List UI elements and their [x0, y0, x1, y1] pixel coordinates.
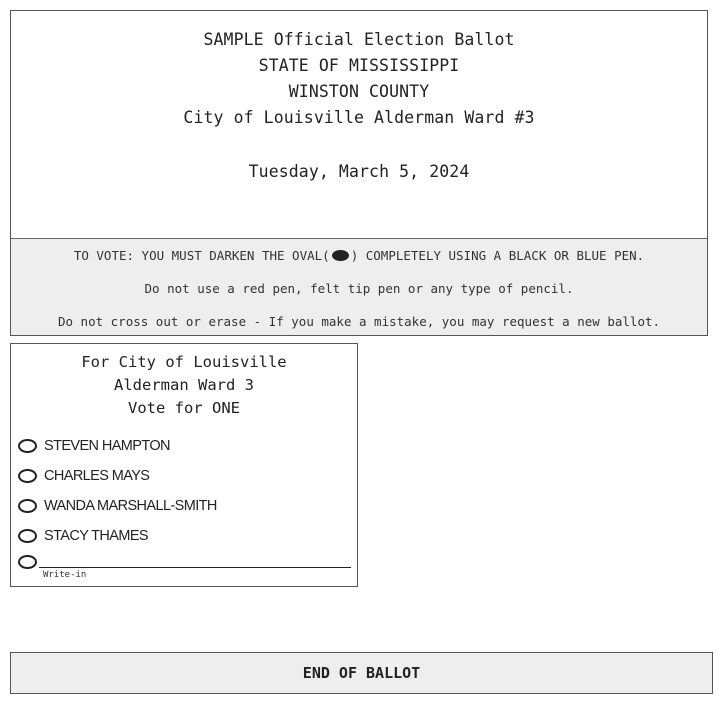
write-in-line[interactable] — [39, 567, 351, 568]
candidate-list — [11, 431, 357, 583]
contest-title: For City of Louisville — [81, 353, 287, 371]
candidate-option[interactable] — [11, 521, 357, 551]
instruction-line-1 — [11, 239, 707, 272]
candidate-option[interactable] — [11, 491, 357, 521]
empty-oval-icon[interactable] — [18, 555, 37, 569]
ballot-title: SAMPLE Official Election Ballot — [203, 30, 515, 49]
empty-oval-icon[interactable] — [18, 529, 37, 543]
candidate-name: STACY THAMES — [44, 528, 148, 544]
candidate-name: WANDA MARSHALL-SMITH — [44, 498, 217, 514]
candidate-option[interactable] — [11, 431, 357, 461]
ballot-header — [10, 10, 708, 336]
candidate-name: STEVEN HAMPTON — [44, 438, 170, 454]
filled-oval-icon — [332, 250, 349, 261]
state-name: STATE OF MISSISSIPPI — [258, 56, 460, 75]
write-in-label: Write-in — [43, 570, 87, 580]
empty-oval-icon[interactable] — [18, 469, 37, 483]
election-name: City of Louisville Alderman Ward #3 — [183, 108, 535, 127]
instruction-line-2: Do not use a red pen, felt tip pen or any type of pencil. — [144, 281, 574, 296]
end-of-ballot-banner — [10, 652, 713, 694]
election-date: Tuesday, March 5, 2024 — [248, 162, 470, 181]
candidate-option[interactable] — [11, 461, 357, 491]
vote-for-instruction: Vote for ONE — [128, 399, 240, 417]
candidate-name: CHARLES MAYS — [44, 468, 150, 484]
instruction-line-1-end: ) COMPLETELY USING A BLACK OR BLUE PEN. — [350, 248, 645, 263]
county-name: WINSTON COUNTY — [288, 82, 430, 101]
end-of-ballot-label: END OF BALLOT — [302, 664, 421, 682]
contest-header — [11, 344, 357, 420]
instruction-line-1-start: TO VOTE: YOU MUST DARKEN THE OVAL( — [73, 248, 330, 263]
contest-office: Alderman Ward 3 — [114, 376, 254, 394]
write-in-option[interactable] — [11, 551, 357, 583]
instruction-line-3: Do not cross out or erase - If you make a mistake, you may request a new ballot. — [57, 314, 661, 329]
voting-instructions — [11, 239, 707, 335]
empty-oval-icon[interactable] — [18, 439, 37, 453]
ballot-title-block — [11, 11, 707, 239]
empty-oval-icon[interactable] — [18, 499, 37, 513]
contest-box — [10, 343, 358, 587]
